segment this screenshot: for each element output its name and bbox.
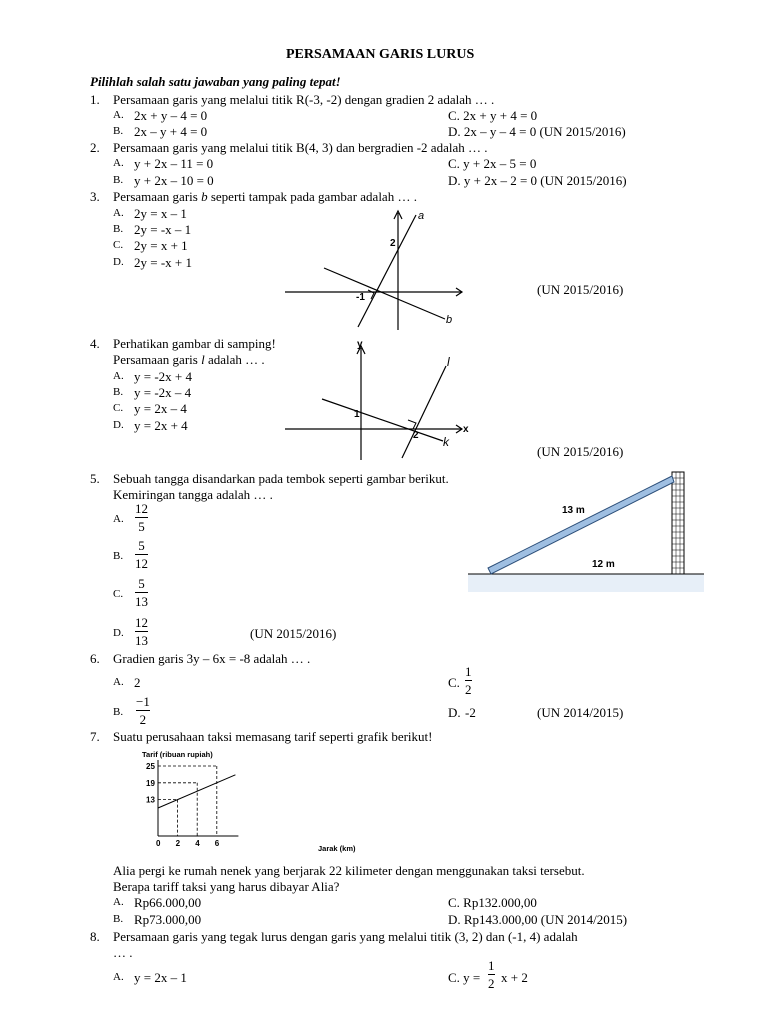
q5-option-d-label: D.	[113, 627, 124, 639]
q6-option-a-label: A.	[113, 676, 124, 688]
x-tick-label-2: 4	[195, 839, 200, 848]
q4-label-k: k	[443, 435, 449, 449]
q4-text: Perhatikan gambar di samping!	[113, 336, 276, 351]
q4-option-d-label: D.	[113, 419, 124, 431]
q4-text2: Persamaan garis l adalah … .	[113, 352, 265, 367]
q7-chart-ylabel: Tarif (ribuan rupiah)	[142, 750, 213, 759]
q3-option-d: 2y = -x + 1	[134, 255, 192, 270]
q5-option-b: 5 12	[135, 538, 148, 571]
q8-option-c-frac: 1 2	[488, 958, 495, 991]
q7-option-d: D. Rp143.000,00 (UN 2014/2015)	[448, 912, 628, 927]
q3-option-d-label: D.	[113, 256, 124, 268]
q1-option-a: 2x + y – 4 = 0	[134, 108, 208, 123]
q7-option-a: Rp66.000,00	[134, 895, 202, 910]
q8-number: 8.	[90, 929, 100, 944]
q3-option-c: 2y = x + 1	[134, 238, 188, 253]
q2-option-a-label: A.	[113, 157, 124, 169]
q5-option-a-label: A.	[113, 513, 124, 525]
q4-option-a: y = -2x + 4	[134, 369, 192, 384]
q4-right-angle	[408, 420, 416, 429]
q4-figure	[280, 338, 470, 463]
q8-option-c-prefix: C. y =	[448, 970, 481, 985]
q4-tick-x: 2	[413, 430, 419, 441]
q4-line-k	[322, 399, 443, 441]
page-title: PERSAMAAN GARIS LURUS	[286, 47, 475, 62]
q3-label-b: b	[446, 314, 453, 326]
y-tick-label-1: 19	[146, 778, 155, 788]
q2-number: 2.	[90, 140, 100, 155]
q3-option-b: 2y = -x – 1	[134, 222, 192, 237]
q5-ground-fill	[468, 574, 704, 592]
q5-wall	[672, 472, 684, 574]
q3-figure	[280, 205, 470, 335]
q3-option-b-label: B.	[113, 223, 124, 235]
q1-option-d: D. 2x – y – 4 = 0 (UN 2015/2016)	[448, 124, 626, 139]
q5-option-c: 5 13	[135, 576, 148, 609]
q6-number: 6.	[90, 651, 100, 666]
q5-number: 5.	[90, 471, 100, 486]
q7-number: 7.	[90, 729, 100, 744]
q7-text3: Berapa tariff taksi yang harus dibayar Alia?	[113, 879, 340, 894]
q5-source: (UN 2015/2016)	[250, 626, 337, 641]
q4-option-d: y = 2x + 4	[134, 418, 188, 433]
x-tick-label-1: 2	[175, 839, 181, 848]
q6-option-d-label: D.	[448, 705, 461, 720]
q4-label-l: l	[447, 355, 450, 369]
q7-option-a-label: A.	[113, 896, 124, 908]
q6-option-d: -2	[465, 705, 476, 720]
q7-option-b-label: B.	[113, 913, 124, 925]
q5-option-c-label: C.	[113, 588, 124, 600]
q4-label-y: y	[357, 339, 363, 350]
q3-option-a-label: A.	[113, 207, 124, 219]
q3-text: Persamaan garis b seperti tampak pada gambar adalah … .	[113, 189, 417, 204]
q6-text: Gradien garis 3y – 6x = -8 adalah … .	[113, 651, 311, 666]
q3-option-c-label: C.	[113, 239, 124, 251]
q5-ladder-length: 13 m	[562, 505, 585, 516]
q6-option-c: 1 2	[465, 664, 472, 697]
q8-option-c-suffix: x + 2	[501, 970, 528, 985]
q3-tick-y: 2	[390, 238, 396, 249]
q5-text: Sebuah tangga disandarkan pada tembok seperti gambar berikut.	[113, 471, 449, 486]
q4-option-c-label: C.	[113, 402, 124, 414]
q1-option-b-label: B.	[113, 125, 124, 137]
q2-option-c: C. y + 2x – 5 = 0	[448, 156, 537, 171]
q8-option-a: y = 2x – 1	[134, 970, 187, 985]
q4-option-b: y = -2x – 4	[134, 385, 192, 400]
q4-tick-y: 1	[354, 409, 360, 420]
q1-option-a-label: A.	[113, 109, 124, 121]
q5-figure	[468, 470, 704, 592]
q8-text: Persamaan garis yang tegak lurus dengan garis yang melalui titik (3, 2) dan (-1, 4) adalah	[113, 929, 578, 944]
instruction: Pilihlah salah satu jawaban yang paling tepat!	[90, 74, 341, 89]
q4-number: 4.	[90, 336, 100, 351]
x-tick-label-3: 6	[214, 839, 220, 848]
q3-tick-x: -1	[356, 292, 365, 303]
q5-option-b-label: B.	[113, 550, 124, 562]
q2-option-b: y + 2x – 10 = 0	[134, 173, 214, 188]
q5-option-a: 12 5	[135, 501, 148, 534]
q3-label-a: a	[418, 210, 425, 222]
q7-chart-xlabel: Jarak (km)	[318, 844, 356, 853]
q8-option-a-label: A.	[113, 971, 124, 983]
q5-ladder	[488, 476, 674, 574]
q3-line-a	[358, 215, 416, 327]
q4-option-b-label: B.	[113, 386, 124, 398]
q7-text2: Alia pergi ke rumah nenek yang berjarak 22 kilimeter dengan menggunakan taksi tersebut.	[113, 863, 585, 878]
q5-ground-length: 12 m	[592, 559, 615, 570]
q1-option-c: C. 2x + y + 4 = 0	[448, 108, 538, 123]
y-tick-label-2: 25	[146, 762, 155, 771]
q3-option-a: 2y = x – 1	[134, 206, 187, 221]
q5-option-d: 12 13	[135, 615, 148, 648]
q7-chart	[130, 746, 360, 856]
q7-option-b: Rp73.000,00	[134, 912, 202, 927]
q7-option-c: C. Rp132.000,00	[448, 895, 537, 910]
q8-text-cont: … .	[113, 945, 133, 960]
q4-line-l	[402, 366, 446, 458]
q4-option-a-label: A.	[113, 370, 124, 382]
q1-text: Persamaan garis yang melalui titik R(-3, -2) dengan gradien 2 adalah … .	[113, 92, 495, 107]
q6-option-a: 2	[134, 675, 141, 690]
q3-source: (UN 2015/2016)	[537, 282, 624, 297]
q1-option-b: 2x – y + 4 = 0	[134, 124, 208, 139]
y-tick-label-0: 13	[146, 795, 155, 805]
q2-option-b-label: B.	[113, 174, 124, 186]
q6-option-b: −1 2	[136, 694, 150, 727]
q1-number: 1.	[90, 92, 100, 107]
q6-source: (UN 2014/2015)	[537, 705, 624, 720]
x-tick-label-0: 0	[156, 839, 161, 848]
q7-text: Suatu perusahaan taksi memasang tarif seperti grafik berikut!	[113, 729, 433, 744]
q2-option-d: D. y + 2x – 2 = 0 (UN 2015/2016)	[448, 173, 627, 188]
q4-label-x: x	[463, 424, 469, 435]
q6-option-c-label: C.	[448, 675, 460, 690]
q3-number: 3.	[90, 189, 100, 204]
q4-option-c: y = 2x – 4	[134, 401, 187, 416]
q5-text2: Kemiringan tangga adalah … .	[113, 487, 273, 502]
q4-source: (UN 2015/2016)	[537, 444, 624, 459]
q2-text: Persamaan garis yang melalui titik B(4, 3) dan bergradien -2 adalah … .	[113, 140, 488, 155]
fare-line	[158, 775, 235, 808]
q6-option-b-label: B.	[113, 706, 124, 718]
q2-option-a: y + 2x – 11 = 0	[134, 156, 214, 171]
